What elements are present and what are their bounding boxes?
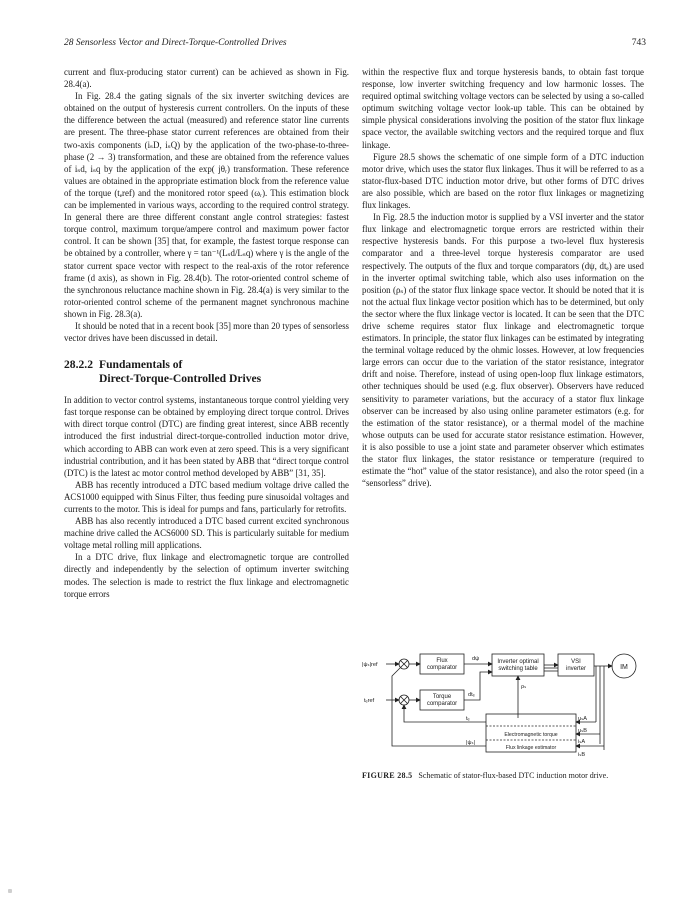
- flux-comparator-block: [420, 654, 464, 674]
- right-column: [362, 66, 644, 489]
- torque-est-label: tₑ: [466, 716, 470, 722]
- flux-error-label: dψ: [472, 656, 480, 662]
- paragraph: within the respective flux and torque hysteresis bands, to obtain fast torque response, low inverter switching frequency and low harmonic losses. The required optimal switching voltage vectors can be selected by using a so-called optimum switching voltage vector look-up table. This can be obtained by simple physical considerations involving the position of the stator flux linkage space vector, the available switching vectors and the required torque and flux linkage.: [362, 67, 644, 150]
- switching-table-block: [492, 654, 544, 676]
- section-number: 28.2.2: [64, 358, 93, 372]
- section-title-line2: Direct-Torque-Controlled Drives: [99, 372, 262, 386]
- caption-text: Schematic of stator-flux-based DTC induction motor drive.: [418, 771, 609, 780]
- paragraph: In Fig. 28.5 the induction motor is supplied by a VSI inverter and the stator flux linkage and electromagnetic torque errors are restricted within their respective hysteresis bands. For this purpose a two-level flux hysteresis comparator and a three-level torque hysteresis comparator are used respectively. The outputs of the flux and torque comparators (dψ, dtₑ) are used in the inverter optimal switching table, which also uses information on the position (ρₛ) of the stator flux linkage space vector. It should be noted that it is not the actual flux linkage vector position which has to be determined, but only the sector where the flux linkage vector is located. It can be seen that the DTC drive scheme requires stator flux linkage and electromagnetic torque estimators. In principle, the stator flux linkages can be estimated by integrating the terminal voltage reduced by the ohmic losses. However, at low frequencies large errors can occur due to the variation of the stator resistance, integrator drift and noise. Therefore, instead of using open-loop flux linkage estimators, other techniques should be used (e.g. flux observer). Observers have reduced sensitivity to parameter variations, but the accuracy of a stator flux linkage observer can be increased by also using online parameter estimators (e.g. for the estimation of the stator resistance), or a thermal model of the machine whose outputs can be used for accurate stator resistance estimation. However, it is also possible to use a joint state and parameter observer which estimates the stator flux linkages, the stator resistance or temperature (required to estimate the “hot” value of the stator resistance), and also the rotor speed (in a “sensorless” drive).: [362, 212, 644, 489]
- section-heading: [64, 358, 349, 386]
- left-column: [64, 66, 349, 600]
- figure-caption: [362, 770, 644, 781]
- paragraph: In a DTC drive, flux linkage and electromagnetic torque are controlled directly and independently by the selection of optimum inverter switching modes. The selection is made to restrict the flux linkage and electromagnetic torque errors: [64, 552, 349, 599]
- ib-label: iₛB: [578, 752, 586, 758]
- sa-label: uₛA: [578, 716, 587, 722]
- sb-label: uₛB: [578, 728, 587, 734]
- torque-error-label: dtₑ: [468, 692, 475, 698]
- page-number: 743: [631, 38, 646, 48]
- motor-label: IM: [620, 664, 628, 671]
- paragraph: ABB has also recently introduced a DTC based current excited synchronous machine drive called the ACS6000 SD. This is particularly suitable for medium voltage metal rolling mill applications.: [64, 516, 349, 551]
- flux-estimator-label: Flux linkage estimator: [505, 745, 557, 751]
- dtc-block-diagram: [362, 648, 644, 766]
- torque-comparator-block: [420, 690, 464, 710]
- margin-mark: [8, 889, 12, 893]
- running-head: [64, 38, 646, 48]
- figure-dtc-schematic: [362, 648, 644, 766]
- caption-label: FIGURE 28.5: [362, 771, 413, 780]
- vsi-label-1: VSI: [571, 659, 581, 665]
- vsi-inverter-block: [558, 654, 594, 676]
- flux-comparator-label-1: Flux: [436, 658, 448, 664]
- paragraph: It should be noted that in a recent book [35] more than 20 types of sensorless vector drives have been discussed in detail.: [64, 320, 349, 344]
- flux-comparator-label-2: comparator: [426, 665, 458, 671]
- paragraph: In addition to vector control systems, instantaneous torque control yielding very fast torque response can be obtained by employing direct torque control. Drives with direct torque control (DTC) are finding great interest, since ABB recently introduced the first industrial direct-torque-controlled induction motor drive, which according to ABB can work even at zero speed. This is a very significant industrial contribution, and it has been stated by ABB that “direct torque control (DTC) is the latest ac motor control method developed by ABB” [31, 35].: [64, 395, 349, 478]
- torque-comparator-label-1: Torque: [432, 694, 452, 700]
- vsi-label-2: inverter: [565, 666, 587, 672]
- paragraph: ABB has recently introduced a DTC based medium voltage drive called the ACS1000 equipped with Sinus Filter, thus feeding pure sinusoidal voltages and currents to the motor. This is ideal for pumps and fans, particularly for retrofits.: [64, 479, 349, 514]
- paragraph: Figure 28.5 shows the schematic of one simple form of a DTC induction motor drive, which uses the stator flux linkages. Thus it will be referred to as a stator-flux-based DTC induction motor drive, but other forms of DTC drives are also possible, which are based on the rotor flux linkages or magnetizing flux linkages.: [362, 151, 644, 211]
- ia-label: iₛA: [578, 739, 586, 745]
- switching-table-label-2: switching table: [498, 666, 538, 672]
- flux-ref-label: |ψₛ|ref: [362, 662, 378, 668]
- sector-label: ρₛ: [521, 684, 527, 690]
- torque-ref-label: tₑref: [364, 698, 375, 704]
- torque-estimator-label: Electromagnetic torque: [504, 732, 558, 738]
- section-title-line1: Fundamentals of: [99, 358, 183, 372]
- switching-table-label-1: Inverter optimal: [497, 659, 539, 665]
- chapter-title: 28 Sensorless Vector and Direct-Torque-Controlled Drives: [64, 38, 287, 48]
- flux-est-label: |ψₛ|: [466, 740, 475, 746]
- paragraph: current and flux-producing stator current) can be achieved as shown in Fig. 28.4(a).: [64, 67, 349, 90]
- torque-comparator-label-2: comparator: [426, 701, 458, 707]
- paragraph: In Fig. 28.4 the gating signals of the six inverter switching devices are obtained on the output of hysteresis current controllers. On the inputs of these the difference between the actual (measured) and reference stator line currents are present. The three-phase stator current references are obtained from their two-axis components (iₛD, iₛQ) by the application of the two-phase-to-three-phase (2 → 3) transformation, and these are obtained from the reference values of iₛd, iₛq by the application of the exp( jθᵣ) transformation. These reference values are obtained in the appropriate estimation block from the reference value of the torque (tₑref) and the monitored rotor speed (ωᵣ). This estimation block can be implemented in various ways, according to the required control strategy. In general there are three different constant angle control strategies: fastest torque control, maximum torque/ampere control and maximum power factor control. It can be shown [35] that, for example, the fastest torque response can be obtained by a controller, where γ = tan⁻¹(Lₛd/Lₛq) where γ is the angle of the stator current space vector with respect to the real-axis of the rotor reference frame (d axis), as shown in Fig. 28.4(b). The rotor-oriented control scheme of the synchronous reluctance machine shown in Fig. 28.4(a) is very similar to the rotor-oriented control scheme of the permanent magnet synchronous machine shown in Fig. 28.3(a).: [64, 91, 349, 319]
